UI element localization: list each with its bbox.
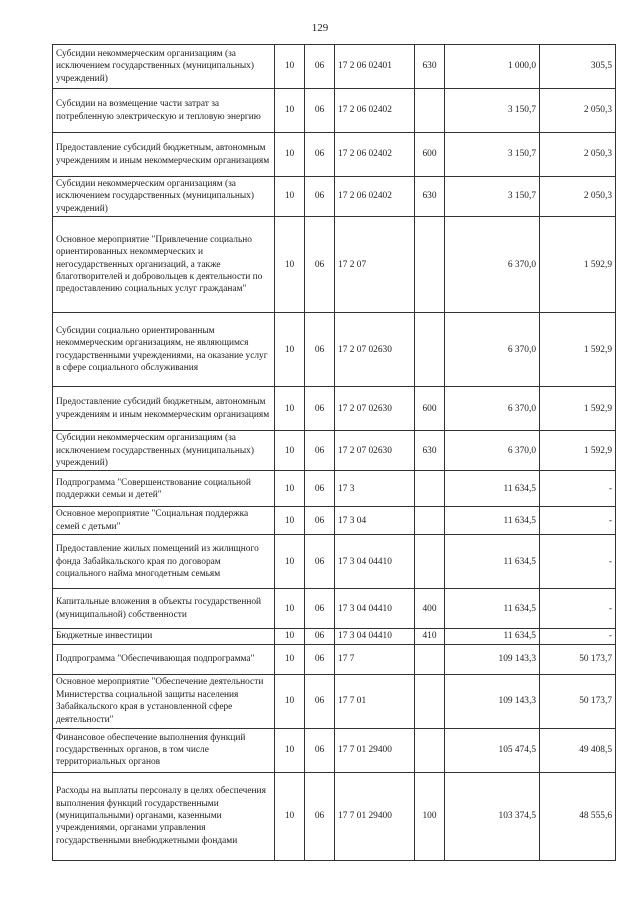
row-amount-plan: 11 634,5 <box>445 507 540 535</box>
page-number: 129 <box>311 22 329 34</box>
table-row <box>53 589 616 629</box>
row-amount-executed: 1 592,9 <box>540 217 616 313</box>
row-expense-type <box>415 89 445 133</box>
row-name: Основное мероприятие "Привлечение социально ориентированных некоммерческих и негосударственных организаций, а также благотворителей и добровольцев к деятельности по предоставлению социальных услуг гражданам" <box>53 217 275 313</box>
table-row <box>53 313 616 387</box>
budget-table-body <box>53 45 616 861</box>
row-amount-executed: 1 592,9 <box>540 313 616 387</box>
table-row <box>53 535 616 589</box>
row-subsection: 06 <box>305 644 335 674</box>
row-target-article: 17 2 06 02402 <box>335 177 415 217</box>
row-section: 10 <box>275 728 305 772</box>
row-expense-type: 410 <box>415 629 445 644</box>
row-subsection: 06 <box>305 728 335 772</box>
row-expense-type: 630 <box>415 177 445 217</box>
row-amount-plan: 3 150,7 <box>445 177 540 217</box>
row-target-article: 17 2 07 02630 <box>335 313 415 387</box>
table-row <box>53 431 616 471</box>
table-row <box>53 644 616 674</box>
row-target-article: 17 7 <box>335 644 415 674</box>
row-subsection: 06 <box>305 471 335 507</box>
row-name: Субсидии на возмещение части затрат за потребленную электрическую и тепловую энергию <box>53 89 275 133</box>
row-name: Основное мероприятие "Обеспечение деятельности Министерства социальной защиты населения Забайкальского края в установленной сфере деятельности" <box>53 674 275 728</box>
table-row <box>53 177 616 217</box>
row-subsection: 06 <box>305 177 335 217</box>
table-row <box>53 89 616 133</box>
row-amount-plan: 11 634,5 <box>445 589 540 629</box>
row-expense-type <box>415 674 445 728</box>
row-name: Финансовое обеспечение выполнения функций государственных органов, в том числе территориальных органов <box>53 728 275 772</box>
row-section: 10 <box>275 133 305 177</box>
row-name: Капитальные вложения в объекты государственной (муниципальной) собственности <box>53 589 275 629</box>
row-amount-plan: 3 150,7 <box>445 89 540 133</box>
row-amount-executed: - <box>540 589 616 629</box>
row-amount-executed: - <box>540 507 616 535</box>
row-name: Бюджетные инвестиции <box>53 629 275 644</box>
row-amount-plan: 109 143,3 <box>445 674 540 728</box>
row-section: 10 <box>275 471 305 507</box>
row-section: 10 <box>275 535 305 589</box>
row-amount-executed: 50 173,7 <box>540 644 616 674</box>
row-section: 10 <box>275 629 305 644</box>
table-row <box>53 217 616 313</box>
row-section: 10 <box>275 177 305 217</box>
row-name: Субсидии социально ориентированным некоммерческим организациям, не являющимся государственными учреждениями, на оказание услуг в сфере социального обслуживания <box>53 313 275 387</box>
row-target-article: 17 7 01 29400 <box>335 728 415 772</box>
row-section: 10 <box>275 507 305 535</box>
row-target-article: 17 2 06 02401 <box>335 45 415 89</box>
row-subsection: 06 <box>305 772 335 860</box>
row-name: Предоставление жилых помещений из жилищного фонда Забайкальского края по договорам социального найма многодетным семьям <box>53 535 275 589</box>
row-subsection: 06 <box>305 629 335 644</box>
row-amount-executed: 49 408,5 <box>540 728 616 772</box>
row-target-article: 17 2 07 02630 <box>335 387 415 431</box>
row-expense-type: 400 <box>415 589 445 629</box>
row-expense-type: 630 <box>415 431 445 471</box>
row-expense-type: 100 <box>415 772 445 860</box>
row-expense-type <box>415 644 445 674</box>
row-expense-type <box>415 217 445 313</box>
row-amount-executed: 2 050,3 <box>540 133 616 177</box>
row-name: Субсидии некоммерческим организациям (за исключением государственных (муниципальных) учреждений) <box>53 177 275 217</box>
table-row <box>53 387 616 431</box>
row-subsection: 06 <box>305 89 335 133</box>
row-target-article: 17 2 06 02402 <box>335 133 415 177</box>
row-section: 10 <box>275 589 305 629</box>
table-row <box>53 507 616 535</box>
row-name: Основное мероприятие "Социальная поддержка семей с детьми" <box>53 507 275 535</box>
row-amount-executed: - <box>540 535 616 589</box>
row-name: Подпрограмма "Совершенствование социальной поддержки семьи и детей" <box>53 471 275 507</box>
row-amount-plan: 11 634,5 <box>445 629 540 644</box>
row-amount-executed: 50 173,7 <box>540 674 616 728</box>
row-subsection: 06 <box>305 589 335 629</box>
row-amount-plan: 11 634,5 <box>445 471 540 507</box>
row-target-article: 17 3 04 04410 <box>335 629 415 644</box>
row-amount-plan: 105 474,5 <box>445 728 540 772</box>
row-section: 10 <box>275 674 305 728</box>
row-section: 10 <box>275 772 305 860</box>
row-amount-plan: 103 374,5 <box>445 772 540 860</box>
row-name: Субсидии некоммерческим организациям (за исключением государственных (муниципальных) учреждений) <box>53 45 275 89</box>
row-name: Предоставление субсидий бюджетным, автономным учреждениям и иным некоммерческим организациям <box>53 133 275 177</box>
row-target-article: 17 3 04 04410 <box>335 535 415 589</box>
row-name: Расходы на выплаты персоналу в целях обеспечения выполнения функций государственными (муниципальными) органами, казенными учреждениями, органами управления государственными внебюджетными фондами <box>53 772 275 860</box>
row-target-article: 17 2 07 02630 <box>335 431 415 471</box>
row-section: 10 <box>275 431 305 471</box>
row-expense-type: 600 <box>415 133 445 177</box>
row-amount-executed: - <box>540 629 616 644</box>
row-target-article: 17 3 04 04410 <box>335 589 415 629</box>
row-target-article: 17 3 <box>335 471 415 507</box>
table-row <box>53 674 616 728</box>
row-name: Субсидии некоммерческим организациям (за исключением государственных (муниципальных) учреждений) <box>53 431 275 471</box>
row-amount-executed: 2 050,3 <box>540 177 616 217</box>
row-subsection: 06 <box>305 535 335 589</box>
row-amount-plan: 3 150,7 <box>445 133 540 177</box>
table-row <box>53 45 616 89</box>
row-expense-type <box>415 313 445 387</box>
row-target-article: 17 2 06 02402 <box>335 89 415 133</box>
row-section: 10 <box>275 45 305 89</box>
row-target-article: 17 7 01 29400 <box>335 772 415 860</box>
row-subsection: 06 <box>305 217 335 313</box>
row-subsection: 06 <box>305 431 335 471</box>
row-expense-type <box>415 471 445 507</box>
row-expense-type: 600 <box>415 387 445 431</box>
row-section: 10 <box>275 387 305 431</box>
row-subsection: 06 <box>305 45 335 89</box>
row-subsection: 06 <box>305 674 335 728</box>
row-section: 10 <box>275 89 305 133</box>
row-target-article: 17 2 07 <box>335 217 415 313</box>
table-row <box>53 772 616 860</box>
row-subsection: 06 <box>305 507 335 535</box>
row-section: 10 <box>275 217 305 313</box>
table-row <box>53 728 616 772</box>
row-amount-plan: 11 634,5 <box>445 535 540 589</box>
row-amount-executed: 305,5 <box>540 45 616 89</box>
row-amount-executed: 2 050,3 <box>540 89 616 133</box>
row-name: Предоставление субсидий бюджетным, автономным учреждениям и иным некоммерческим организациям <box>53 387 275 431</box>
row-subsection: 06 <box>305 313 335 387</box>
row-target-article: 17 3 04 <box>335 507 415 535</box>
row-amount-plan: 6 370,0 <box>445 217 540 313</box>
row-expense-type <box>415 728 445 772</box>
row-expense-type <box>415 535 445 589</box>
row-target-article: 17 7 01 <box>335 674 415 728</box>
row-subsection: 06 <box>305 133 335 177</box>
row-section: 10 <box>275 313 305 387</box>
row-subsection: 06 <box>305 387 335 431</box>
budget-table <box>52 44 616 861</box>
row-amount-plan: 6 370,0 <box>445 313 540 387</box>
row-section: 10 <box>275 644 305 674</box>
table-row <box>53 629 616 644</box>
row-amount-plan: 6 370,0 <box>445 387 540 431</box>
row-amount-executed: 1 592,9 <box>540 387 616 431</box>
table-row <box>53 471 616 507</box>
row-amount-executed: 1 592,9 <box>540 431 616 471</box>
row-expense-type <box>415 507 445 535</box>
table-row <box>53 133 616 177</box>
row-amount-plan: 109 143,3 <box>445 644 540 674</box>
row-amount-executed: - <box>540 471 616 507</box>
row-name: Подпрограмма "Обеспечивающая подпрограмма" <box>53 644 275 674</box>
row-amount-plan: 1 000,0 <box>445 45 540 89</box>
row-expense-type: 630 <box>415 45 445 89</box>
row-amount-plan: 6 370,0 <box>445 431 540 471</box>
row-amount-executed: 48 555,6 <box>540 772 616 860</box>
